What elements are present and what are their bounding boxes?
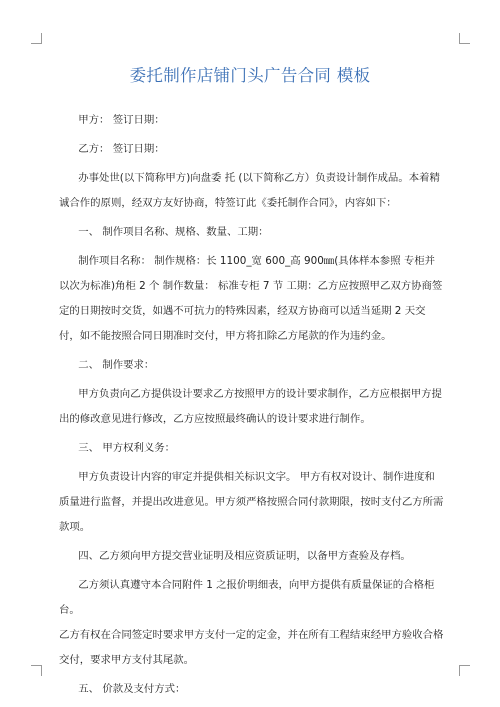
section-2-body: 甲方负责向乙方提供设计要求乙方按照甲方的设计要求制作，乙方应根据甲方提出的修改意见进行修改，乙方应按照最终确认的设计要求进行制作。 [59, 388, 442, 425]
section-3-heading: 三、 甲方权利义务： [78, 442, 176, 454]
intro-paragraph: 办事处世(以下简称甲方)向盘委 托 (以下简称乙方）负责设计制作成品。本着精诚合作的原则，经双方友好协商，特签订此《委托制作合同》，内容如下： [59, 172, 440, 209]
crop-mark-bottom-right [459, 665, 470, 676]
section-3-body: 甲方负责设计内容的审定并提供相关标识文字。 甲方有权对设计、制作进度和质量进行监督，并提出改进意见。甲方须严格按照合同付款期限，按时支付乙方所需款项。 [59, 471, 444, 533]
crop-mark-top-left [31, 33, 42, 44]
party-b-line: 乙方： 签订日期： [78, 143, 165, 155]
section-2-heading: 二、 制作要求： [78, 359, 155, 371]
section-1-heading: 一、 制作项目名称、规格、数量、工期： [78, 226, 269, 238]
document-body [59, 108, 444, 702]
crop-mark-bottom-left [31, 665, 42, 676]
section-4-body-1: 乙方须认真遵守本合同附件 1 之报价明细表，向甲方提供有质量保证的合格柜台。 [59, 579, 435, 616]
section-5-heading: 五、 价款及支付方式： [78, 683, 186, 695]
section-4-body-2: 乙方有权在合同签定时要求甲方支付一定的定金，并在所有工程结束经甲方验收合格交付，要求甲方支付其尾款。 [59, 629, 444, 666]
crop-mark-top-right [459, 33, 470, 44]
section-4-heading: 四、乙方须向甲方提交营业证明及相应资质证明，以备甲方查验及存档。 [78, 550, 411, 562]
section-1-body: 制作项目名称： 制作规格：长 1100_宽 600_高 900㎜(具体样本参照 专柜并以次为标准)角柜 2 个 制作数量： 标准专柜 7 节 工期：乙方应按照甲乙双方协商签定的日期按时交货，如遇不可抗力的特殊因素，经双方协商可以适当延期 2 天交付，如不能按照合同日期准时交付，甲方将扣除乙方尾款的作为违约金。 [59, 255, 443, 342]
party-a-line: 甲方： 签订日期： [78, 114, 165, 126]
document-title: 委托制作店铺门头广告合同 模板 [129, 66, 371, 85]
